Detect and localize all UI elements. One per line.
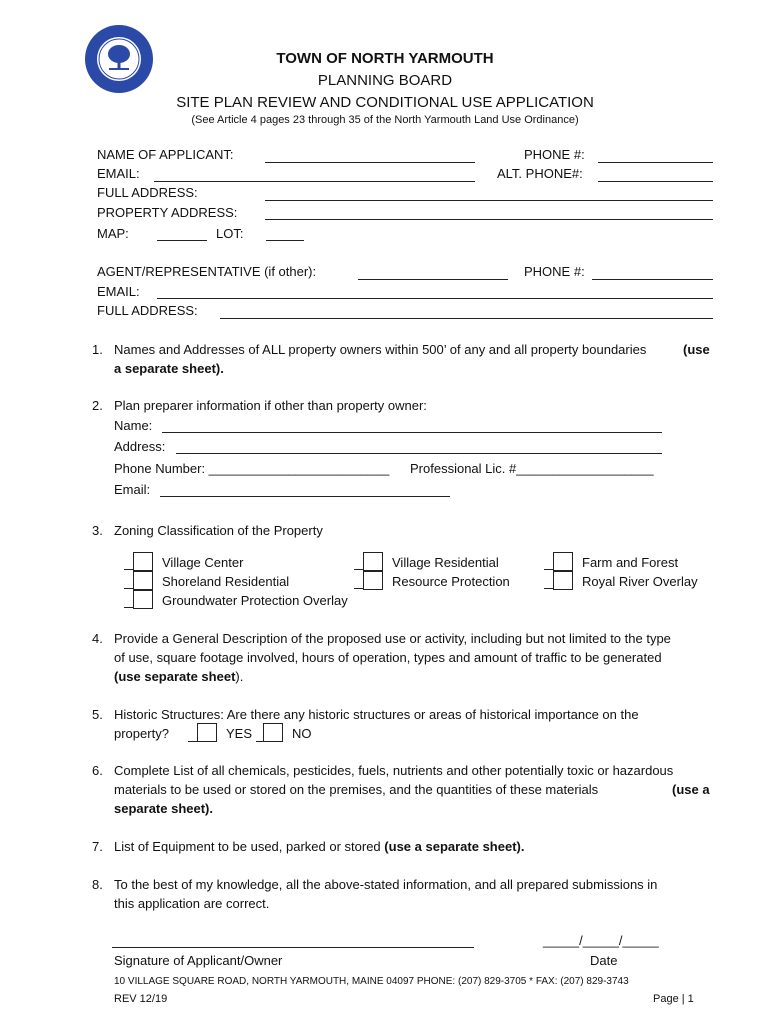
date-field[interactable]: _____/_____/_____ — [543, 933, 659, 948]
item-1-text: Names and Addresses of ALL property owners within 500’ of any and all property boundaries — [114, 342, 647, 357]
historic-yes-label: YES — [226, 726, 253, 741]
preparer-license[interactable]: Professional Lic. #___________________ — [410, 461, 654, 476]
item-4-end: ). — [235, 669, 244, 684]
zone-label: Shoreland Residential — [162, 574, 290, 589]
footer-address: 10 VILLAGE SQUARE ROAD, NORTH YARMOUTH, MAINE 04097 PHONE: (207) 829-3705 * FAX: (207) 829-3743 — [114, 976, 629, 987]
signature-label: Signature of Applicant/Owner — [114, 953, 283, 968]
doc-subtitle: PLANNING BOARD — [317, 72, 453, 89]
item-7-bold: (use a separate sheet). — [384, 839, 525, 854]
checkbox-village-center[interactable] — [133, 552, 153, 571]
item-4-bold: (use separate sheet — [114, 669, 236, 684]
zone-label: Village Residential — [392, 555, 499, 570]
zone-label: Royal River Overlay — [582, 574, 698, 589]
checkbox-village-residential[interactable] — [363, 552, 383, 571]
checkbox-historic-no[interactable] — [263, 723, 283, 742]
applicant-address-label: FULL ADDRESS: — [97, 185, 198, 200]
doc-subtitle-2: SITE PLAN REVIEW AND CONDITIONAL USE APPLICATION — [176, 94, 594, 111]
agent-phone-field[interactable] — [592, 279, 713, 280]
item-6-bold-a: (use a — [672, 782, 710, 797]
item-3-number: 3. — [92, 523, 103, 538]
preparer-email-field[interactable] — [160, 496, 450, 497]
agent-label: AGENT/REPRESENTATIVE (if other): — [97, 264, 317, 279]
checkbox-royal-river-overlay[interactable] — [553, 571, 573, 590]
item-3-text: Zoning Classification of the Property — [114, 523, 323, 538]
item-5-line-1: Historic Structures: Are there any historic structures or areas of historical importance on the — [114, 707, 639, 722]
applicant-name-field[interactable] — [265, 162, 475, 163]
applicant-name-label: NAME OF APPLICANT: — [97, 147, 234, 162]
checkbox-farm-and-forest[interactable] — [553, 552, 573, 571]
item-4-line-2: of use, square footage involved, hours of operation, types and amount of traffic to be generated — [114, 650, 662, 665]
applicant-phone-field[interactable] — [598, 162, 713, 163]
footer-rev: REV 12/19 — [114, 993, 168, 1005]
item-2-number: 2. — [92, 398, 103, 413]
applicant-phone-label: PHONE #: — [524, 147, 585, 162]
item-6-line-1: Complete List of all chemicals, pesticides, fuels, nutrients and other potentially toxic or hazardous — [114, 763, 674, 778]
doc-note: (See Article 4 pages 23 through 35 of the North Yarmouth Land Use Ordinance) — [191, 114, 579, 126]
map-label: MAP: — [97, 226, 129, 241]
item-7-text: List of Equipment to be used, parked or stored — [114, 839, 381, 854]
item-1-bold-a: (use — [683, 342, 710, 357]
checkbox-groundwater-protection[interactable] — [133, 590, 153, 609]
agent-address-field[interactable] — [220, 318, 713, 319]
item-6-bold-b: separate sheet). — [114, 801, 213, 816]
item-2-text: Plan preparer information if other than property owner: — [114, 398, 427, 413]
preparer-name-label: Name: — [114, 418, 153, 433]
item-8-line-2: this application are correct. — [114, 896, 270, 911]
footer-page-number: Page | 1 — [653, 993, 694, 1005]
agent-email-field[interactable] — [157, 298, 713, 299]
item-8-line-1: To the best of my knowledge, all the above-stated information, and all prepared submissions in — [114, 877, 658, 892]
checkbox-shoreland-residential[interactable] — [133, 571, 153, 590]
map-field[interactable] — [157, 240, 207, 241]
signature-field[interactable] — [112, 947, 474, 948]
property-address-field[interactable] — [265, 219, 713, 220]
zone-label: Village Center — [162, 555, 244, 570]
preparer-address-label: Address: — [114, 439, 166, 454]
zone-label: Groundwater Protection Overlay — [162, 593, 348, 608]
historic-no-label: NO — [292, 726, 312, 741]
item-6-line-2: materials to be used or stored on the premises, and the quantities of these materials — [114, 782, 599, 797]
lot-field[interactable] — [266, 240, 304, 241]
preparer-name-field[interactable] — [162, 432, 662, 433]
applicant-alt-phone-field[interactable] — [598, 181, 713, 182]
checkbox-historic-yes[interactable] — [197, 723, 217, 742]
item-5-number: 5. — [92, 707, 103, 722]
agent-email-label: EMAIL: — [97, 284, 140, 299]
item-4-number: 4. — [92, 631, 103, 646]
item-1-number: 1. — [92, 342, 103, 357]
applicant-address-field[interactable] — [265, 200, 713, 201]
item-5-line-2: property? — [114, 726, 169, 741]
agent-phone-label: PHONE #: — [524, 264, 585, 279]
applicant-email-label: EMAIL: — [97, 166, 140, 181]
applicant-email-field[interactable] — [154, 181, 475, 182]
item-6-number: 6. — [92, 763, 103, 778]
item-4-line-1: Provide a General Description of the proposed use or activity, including but not limited to the type — [114, 631, 671, 646]
preparer-address-field[interactable] — [176, 453, 662, 454]
applicant-alt-phone-label: ALT. PHONE#: — [497, 166, 583, 181]
zone-label: Farm and Forest — [582, 555, 679, 570]
preparer-phone[interactable]: Phone Number: _________________________ — [114, 461, 390, 476]
item-8-number: 8. — [92, 877, 103, 892]
item-1-bold-b: a separate sheet). — [114, 361, 224, 376]
agent-name-field[interactable] — [358, 279, 508, 280]
lot-label: LOT: — [216, 226, 244, 241]
zone-label: Resource Protection — [392, 574, 510, 589]
date-label: Date — [590, 953, 618, 968]
preparer-email-label: Email: — [114, 482, 151, 497]
item-7-number: 7. — [92, 839, 103, 854]
property-address-label: PROPERTY ADDRESS: — [97, 205, 238, 220]
checkbox-resource-protection[interactable] — [363, 571, 383, 590]
doc-title: TOWN OF NORTH YARMOUTH — [276, 50, 494, 67]
agent-address-label: FULL ADDRESS: — [97, 303, 198, 318]
